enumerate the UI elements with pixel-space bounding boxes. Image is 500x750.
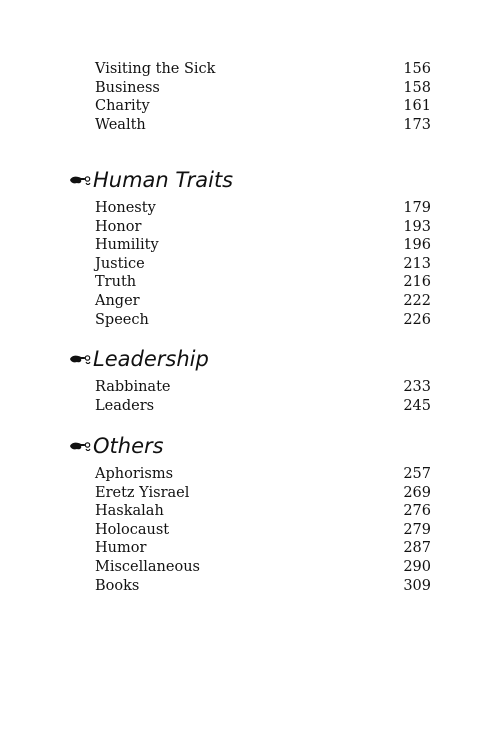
section-entries-leadership <box>0 378 500 415</box>
toc-entry <box>0 311 500 330</box>
entry-title: Leaders <box>95 397 155 414</box>
section-title: Leadership <box>93 347 209 371</box>
toc-entry <box>0 484 500 503</box>
toc-entry <box>0 397 500 416</box>
entry-list <box>0 199 500 329</box>
entry-title: Honesty <box>95 200 156 216</box>
toc-entry <box>0 465 500 484</box>
entry-page-number: 226 <box>403 311 431 328</box>
entry-page-number: 269 <box>403 484 431 501</box>
toc-entry <box>0 577 500 596</box>
toc-entry <box>0 97 500 116</box>
toc-entry <box>0 502 500 521</box>
toc-entry <box>0 199 500 218</box>
hand-pointer-icon <box>69 353 91 365</box>
section-title: Others <box>93 434 164 458</box>
entry-title: Justice <box>95 255 145 272</box>
toc-entry <box>0 60 500 79</box>
entry-page-number: 173 <box>403 116 431 133</box>
entry-page-number: 276 <box>403 503 431 520</box>
entry-title: Visiting the Sick <box>95 61 216 77</box>
entry-title: Speech <box>95 311 149 328</box>
section-entries-others <box>0 465 500 595</box>
section-title: Human Traits <box>93 168 234 192</box>
entry-title: Honor <box>95 218 142 235</box>
section-heading-others <box>69 432 164 460</box>
entry-page-number: 222 <box>403 292 431 309</box>
hand-pointer-icon <box>69 174 91 186</box>
entry-list <box>0 378 500 415</box>
toc-entry <box>0 236 500 255</box>
entry-list <box>0 465 500 595</box>
entry-page-number: 213 <box>403 255 431 272</box>
toc-entry <box>0 558 500 577</box>
toc-entry <box>0 378 500 397</box>
toc-entry <box>0 292 500 311</box>
entry-page-number: 158 <box>403 79 431 96</box>
toc-entry <box>0 255 500 274</box>
entry-title: Holocaust <box>95 521 170 538</box>
toc-entry <box>0 521 500 540</box>
entry-page-number: 290 <box>403 558 431 575</box>
entry-page-number: 257 <box>403 466 431 482</box>
entry-page-number: 179 <box>403 200 431 216</box>
entry-list <box>0 60 500 134</box>
continued-entries-block <box>0 60 500 134</box>
entry-page-number: 309 <box>403 577 431 594</box>
entry-title: Anger <box>95 292 140 309</box>
entry-title: Eretz Yisrael <box>95 484 190 501</box>
entry-title: Charity <box>95 98 150 115</box>
section-heading-leadership <box>69 345 209 373</box>
entry-page-number: 193 <box>403 218 431 235</box>
entry-page-number: 156 <box>403 61 431 77</box>
toc-entry <box>0 218 500 237</box>
toc-entry <box>0 116 500 135</box>
section-heading-human-traits <box>69 166 233 194</box>
entry-title: Wealth <box>95 116 146 133</box>
toc-entry <box>0 79 500 98</box>
entry-title: Rabbinate <box>95 379 171 395</box>
entry-title: Humor <box>95 540 147 557</box>
entry-page-number: 233 <box>403 379 431 395</box>
entry-page-number: 287 <box>403 540 431 557</box>
entry-title: Business <box>95 79 160 96</box>
hand-pointer-icon <box>69 440 91 452</box>
entry-title: Haskalah <box>95 503 164 520</box>
section-entries-human-traits <box>0 199 500 329</box>
entry-page-number: 245 <box>403 397 431 414</box>
entry-title: Truth <box>95 274 137 291</box>
entry-page-number: 161 <box>403 98 431 115</box>
entry-page-number: 216 <box>403 274 431 291</box>
entry-page-number: 196 <box>403 237 431 254</box>
toc-entry <box>0 273 500 292</box>
entry-title: Books <box>95 577 140 594</box>
toc-entry <box>0 539 500 558</box>
entry-title: Aphorisms <box>95 466 174 482</box>
entry-title: Humility <box>95 237 159 254</box>
entry-page-number: 279 <box>403 521 431 538</box>
entry-title: Miscellaneous <box>95 558 200 575</box>
